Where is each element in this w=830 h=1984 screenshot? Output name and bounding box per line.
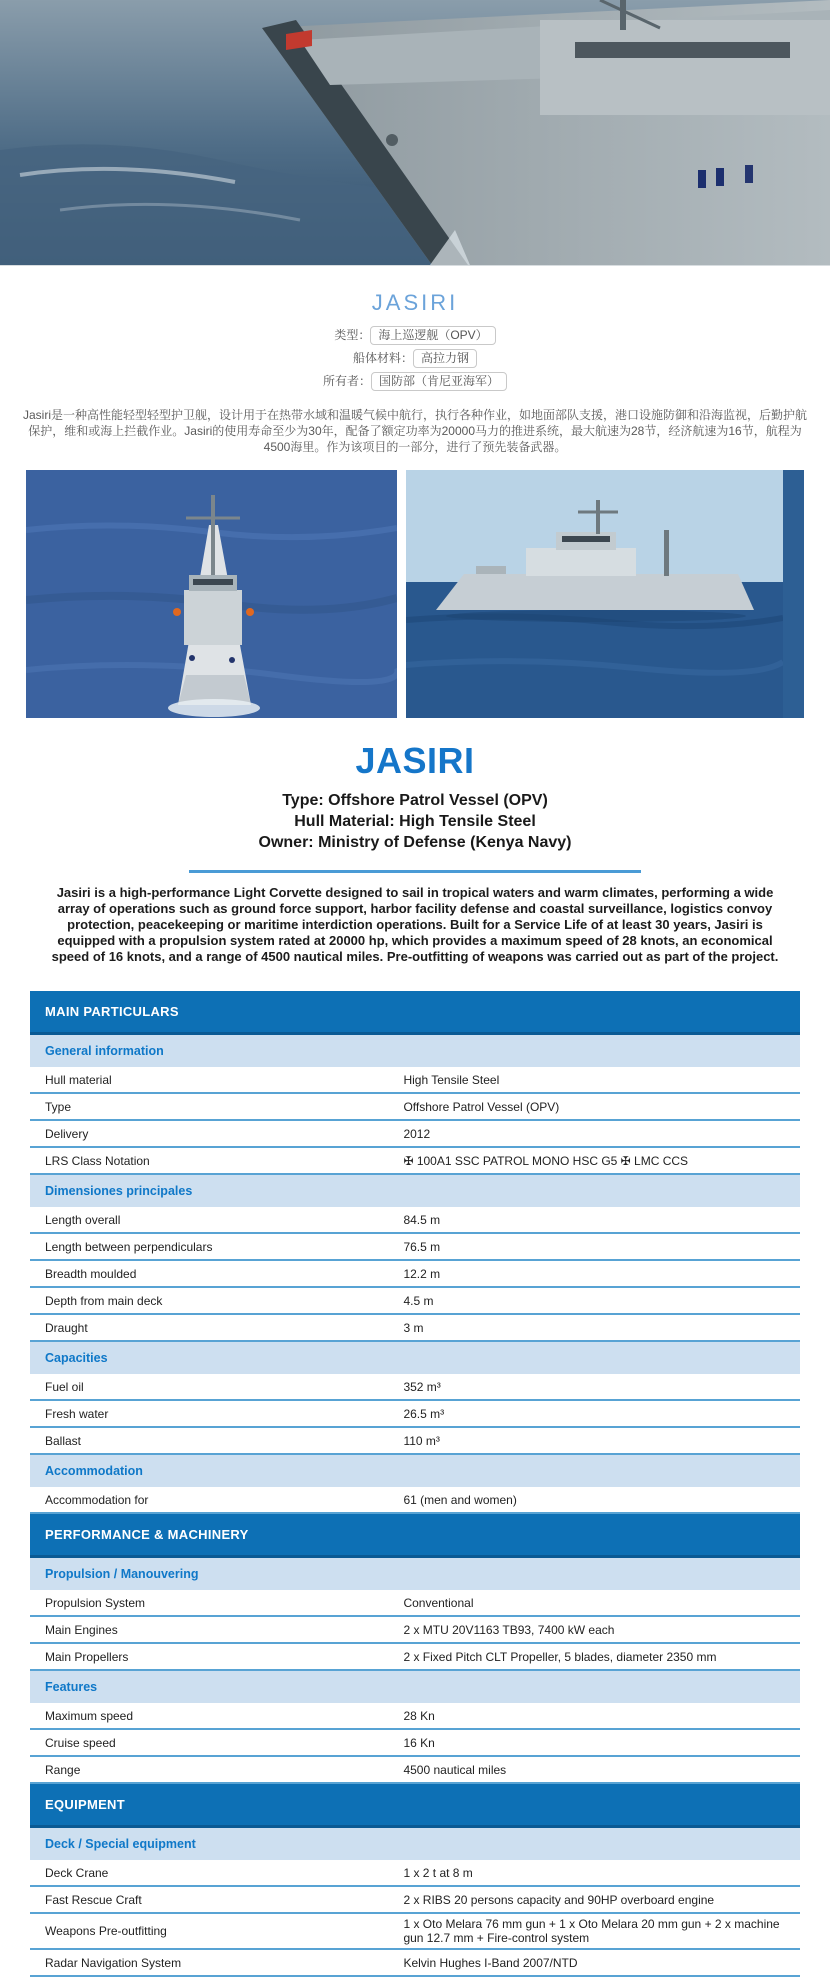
row-value: 61 (men and women) (403, 1492, 517, 1507)
row-label: Propulsion System (45, 1595, 146, 1610)
row-value: Offshore Patrol Vessel (OPV) (403, 1099, 560, 1114)
table-row (30, 1950, 800, 1977)
row-label: Length overall (45, 1212, 121, 1227)
section-label: EQUIPMENT (45, 1797, 125, 1812)
row-label: Fast Rescue Craft (45, 1892, 142, 1907)
spec-chip-hull[interactable]: 高拉力钢 (413, 349, 477, 368)
row-label: Length between perpendiculars (45, 1239, 213, 1254)
subtitle-block (0, 790, 830, 853)
ship-profile-illustration (406, 470, 783, 718)
row-label: Delivery (45, 1126, 89, 1141)
table-section-header (30, 1784, 800, 1828)
spec-label-type: 类型： (334, 328, 371, 342)
row-value: 84.5 m (403, 1212, 441, 1227)
spec-label-owner: 所有者： (322, 374, 371, 388)
table-row (30, 1094, 800, 1121)
spec-table (30, 991, 800, 1977)
spec-line-owner (0, 372, 830, 391)
row-value: Conventional (403, 1595, 474, 1610)
subtitle-owner: Owner: Ministry of Defense (Kenya Navy) (258, 834, 572, 851)
section-label: General information (45, 1044, 164, 1058)
row-label: Range (45, 1762, 81, 1777)
spec-label-hull: 船体材料： (352, 351, 413, 365)
row-value: 352 m³ (403, 1379, 441, 1394)
row-label: Fuel oil (45, 1379, 84, 1394)
ship-bow-illustration (26, 470, 397, 718)
row-value: 110 m³ (403, 1433, 440, 1448)
photo-gallery (0, 470, 830, 718)
spec-chips (0, 326, 830, 391)
table-row (30, 1261, 800, 1288)
subtitle-type: Type: Offshore Patrol Vessel (OPV) (282, 792, 548, 809)
table-row (30, 1234, 800, 1261)
table-row (30, 1148, 800, 1175)
table-row (30, 1374, 800, 1401)
table-row (30, 1860, 800, 1887)
table-row (30, 1590, 800, 1617)
subtitle-hull-material: Hull Material: High Tensile Steel (294, 813, 536, 830)
spec-line-hull (0, 349, 830, 368)
row-label: LRS Class Notation (45, 1153, 150, 1168)
row-label: Deck Crane (45, 1865, 109, 1880)
table-row (30, 1401, 800, 1428)
row-label: Depth from main deck (45, 1293, 163, 1308)
table-row (30, 1914, 800, 1950)
row-value: 2 x Fixed Pitch CLT Propeller, 5 blades, diameter 2350 mm (403, 1649, 717, 1664)
row-value: 1 x 2 t at 8 m (403, 1865, 473, 1880)
table-subsection-header (30, 1455, 800, 1487)
table-row (30, 1121, 800, 1148)
table-row (30, 1288, 800, 1315)
table-subsection-header (30, 1342, 800, 1374)
row-label: Fresh water (45, 1406, 109, 1421)
table-subsection-header (30, 1671, 800, 1703)
row-label: Radar Navigation System (45, 1955, 182, 1970)
section-label: Capacities (45, 1351, 108, 1365)
row-value: 1 x Oto Melara 76 mm gun + 1 x Oto Melara 20 mm gun + 2 x machine gun 12.7 mm + Fire-control system (403, 1917, 780, 1945)
section-divider (189, 870, 641, 873)
row-value: 4500 nautical miles (403, 1762, 507, 1777)
spec-chip-type[interactable]: 海上巡逻舰（OPV） (370, 326, 495, 345)
row-label: Cruise speed (45, 1735, 116, 1750)
section-label: Deck / Special equipment (45, 1837, 196, 1851)
spec-line-type (0, 326, 830, 345)
page-title-main: JASIRI (355, 740, 475, 781)
section-label: Propulsion / Manouvering (45, 1567, 199, 1581)
row-value: 2012 (403, 1126, 431, 1141)
table-row (30, 1487, 800, 1514)
row-label: Ballast (45, 1433, 82, 1448)
table-row (30, 1887, 800, 1914)
row-value: 2 x MTU 20V1163 TB93, 7400 kW each (403, 1622, 615, 1637)
table-row (30, 1207, 800, 1234)
row-value: 3 m (403, 1320, 424, 1335)
warship-hero-illustration (0, 0, 830, 265)
row-value: 4.5 m (403, 1293, 434, 1308)
ship-photo-bow-view[interactable] (26, 470, 397, 718)
spec-chip-owner[interactable]: 国防部（肯尼亚海军） (371, 372, 507, 391)
table-row (30, 1730, 800, 1757)
row-label: Breadth moulded (45, 1266, 137, 1281)
table-subsection-header (30, 1035, 800, 1067)
row-value: 28 Kn (403, 1708, 435, 1723)
row-value: ✠ 100A1 SSC PATROL MONO HSC G5 ✠ LMC CCS (403, 1153, 689, 1168)
section-label: Features (45, 1680, 98, 1694)
section-label: Accommodation (45, 1464, 143, 1478)
row-label: Draught (45, 1320, 88, 1335)
table-row (30, 1703, 800, 1730)
table-section-header (30, 1514, 800, 1558)
table-row (30, 1428, 800, 1455)
ship-photo-side-view[interactable] (406, 470, 804, 718)
row-value: High Tensile Steel (403, 1072, 500, 1087)
row-value: 2 x RIBS 20 persons capacity and 90HP overboard engine (403, 1892, 715, 1907)
page-title-small: JASIRI (371, 290, 459, 315)
table-row (30, 1757, 800, 1784)
table-row (30, 1315, 800, 1342)
row-label: Main Propellers (45, 1649, 129, 1664)
section-label: PERFORMANCE & MACHINERY (45, 1527, 249, 1542)
section-label: Dimensiones principales (45, 1184, 193, 1198)
section-label: MAIN PARTICULARS (45, 1004, 179, 1019)
description-english: Jasiri is a high-performance Light Corvette designed to sail in tropical waters and warm climates, performing a wide array of operations such as ground force support, harbor facility defense and coastal surveillance, logistics convoy protection, peacekeeping or maritime interdiction operations. Built for a Service Life of at least 30 years, Jasiri is equipped with a propulsion system rated at 20000 hp, which provides a maximum speed of 28 knots, an economical speed of 16 knots, and a range of 4500 nautical miles. Pre-outfitting of weapons was carried out as part of the project. (51, 885, 779, 964)
table-section-header (30, 991, 800, 1035)
row-label: Main Engines (45, 1622, 118, 1637)
row-value: 12.2 m (403, 1266, 441, 1281)
row-label: Hull material (45, 1072, 112, 1087)
table-subsection-header (30, 1175, 800, 1207)
row-label: Type (45, 1099, 72, 1114)
description-chinese: Jasiri是一种高性能轻型轻型护卫舰，设计用于在热带水域和温暖气候中航行，执行各种作业，如地面部队支援，港口设施防御和沿海监视，后勤护航保护，维和或海上拦截作业。Jasiri的使用寿命至少为30年，配备了额定功率为20000马力的推进系统，最大航速为28节，经济航速为16节，航程为4500海里。作为该项目的一部分，进行了预先装备武器。 (23, 408, 808, 454)
row-value: 16 Kn (403, 1735, 435, 1750)
table-row (30, 1644, 800, 1671)
row-label: Maximum speed (45, 1708, 134, 1723)
row-value: 76.5 m (403, 1239, 441, 1254)
row-label: Weapons Pre-outfitting (45, 1924, 167, 1938)
row-label: Accommodation for (45, 1492, 149, 1507)
table-row (30, 1617, 800, 1644)
table-row (30, 1067, 800, 1094)
hero-image (0, 0, 830, 266)
table-subsection-header (30, 1558, 800, 1590)
table-subsection-header (30, 1828, 800, 1860)
row-value: 26.5 m³ (403, 1406, 445, 1421)
row-value: Kelvin Hughes I-Band 2007/NTD (403, 1955, 578, 1970)
